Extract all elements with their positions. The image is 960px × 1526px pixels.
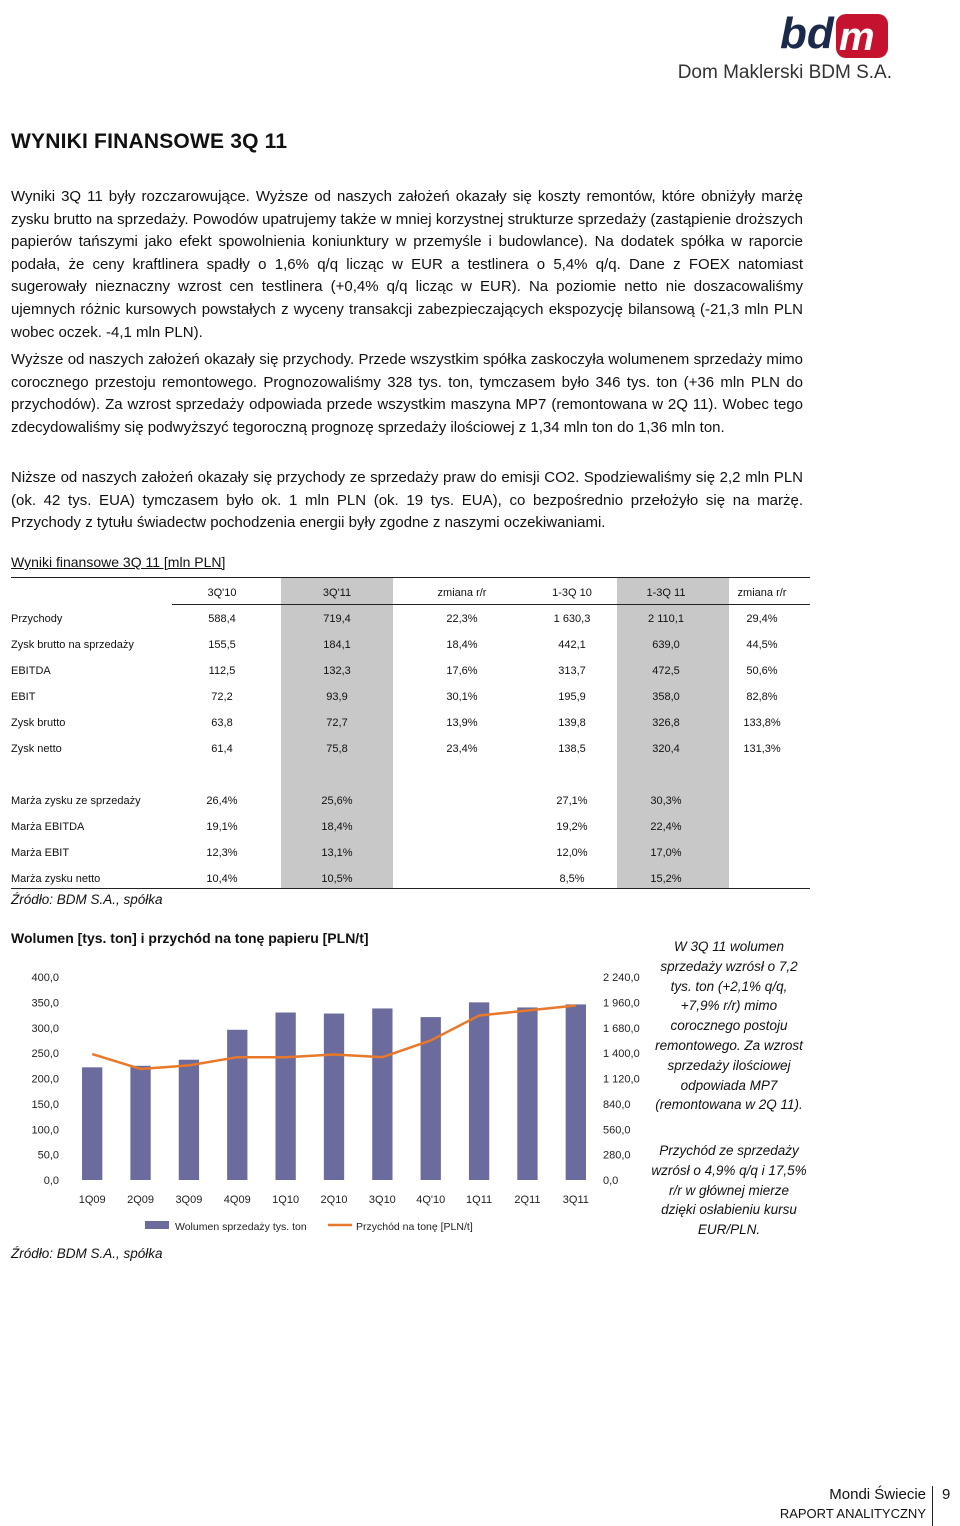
category-label: 3Q10 bbox=[368, 1194, 396, 1206]
page-number: 9 bbox=[942, 1486, 951, 1503]
right-axis-tick-label: 1 120,0 bbox=[603, 1073, 640, 1086]
table-row-label: Marża EBITDA bbox=[11, 821, 85, 833]
table-cell: 132,3 bbox=[323, 665, 351, 677]
table-cell: 19,1% bbox=[206, 821, 238, 833]
right-axis-tick-label: 2 240,0 bbox=[603, 972, 640, 984]
table-cell: 72,7 bbox=[326, 717, 348, 729]
volume-bar bbox=[469, 1002, 489, 1180]
table-column-header: 1-3Q 10 bbox=[552, 587, 592, 599]
volume-bar bbox=[275, 1013, 295, 1180]
legend-swatch-volume bbox=[145, 1221, 169, 1229]
table-column-header: 3Q'11 bbox=[322, 587, 352, 599]
paragraph-revenue: Wyższe od naszych założeń okazały się przychody. Przede wszystkim spółka zaskoczyła wolumenem sprzedaży mimo corocznego przestoju remontowego. Prognozowaliśmy 328 tys. ton, tymczasem było 346 tys. ton (+36 mln PLN do przychodów). Za wzrost sprzedaży odpowiada przede wszystkim maszyna MP7 (remontowana w 2Q 11). Wobec tego zdecydowaliśmy się podwyższyć tegoroczną prognozę sprzedaży ilościowej z 1,34 mln ton do 1,36 mln ton. bbox=[11, 351, 803, 436]
table-cell: 93,9 bbox=[326, 691, 348, 703]
side-note-revenue: Przychód ze sprzedaży wzrósł o 4,9% q/q i 17,5% r/r w głównej mierze dzięki osłabieniu kursu EUR/PLN. bbox=[651, 1143, 807, 1238]
table-source: Źródło: BDM S.A., spółka bbox=[11, 892, 163, 907]
table-cell: 82,8% bbox=[746, 691, 778, 703]
table-cell: 13,1% bbox=[321, 847, 353, 859]
left-axis-tick-label: 100,0 bbox=[31, 1124, 59, 1137]
table-cell: 195,9 bbox=[558, 691, 586, 703]
table-cell: 358,0 bbox=[652, 691, 680, 703]
volume-bar bbox=[324, 1014, 344, 1180]
table-cell: 12,0% bbox=[556, 847, 588, 859]
table-cell: 25,6% bbox=[321, 795, 353, 807]
volume-price-chart bbox=[0, 950, 650, 1250]
volume-bar bbox=[130, 1066, 150, 1180]
table-cell: 131,3% bbox=[743, 743, 781, 755]
table-cell: 18,4% bbox=[321, 821, 353, 833]
table-cell: 8,5% bbox=[559, 873, 585, 885]
table-cell: 12,3% bbox=[206, 847, 238, 859]
bdm-logo-mark bbox=[780, 6, 892, 62]
paragraph-results: Wyniki 3Q 11 były rozczarowujące. Wyższe od naszych założeń okazały się koszty remontów, które obniżyły marżę zysku brutto na sprzedaży. Powodów upatrujemy także w mniej korzystnej strukturze sprzedaży (zastąpienie droższych papierów tańszymi jako efekt spowolnienia koniunktury w przemyśle i budowlance). Na dodatek spółka w raporcie podała, że ceny kraftlinera spadły o 1,6% q/q licząc w EUR a testlinera o 5,4% q/q. Dane z FOEX natomiast sugerowały nieznaczny wzrost cen testlinera (+0,4% q/q licząc w EUR). Na poziomie netto nie doszacowaliśmy ujemnych różnic kursowych powstałych z wyceny transakcji zabezpieczających ekspozycję bilansową (-21,3 mln PLN wobec oczek. -4,1 mln PLN). bbox=[11, 188, 803, 341]
table-cell: 184,1 bbox=[323, 639, 351, 651]
left-axis-tick-label: 200,0 bbox=[31, 1073, 59, 1086]
table-cell: 155,5 bbox=[208, 639, 236, 651]
table-cell: 2 110,1 bbox=[648, 613, 684, 625]
table-cell: 30,1% bbox=[446, 691, 478, 703]
right-axis-tick-label: 560,0 bbox=[603, 1124, 631, 1137]
table-cell: 442,1 bbox=[558, 639, 586, 651]
right-axis-tick-label: 1 680,0 bbox=[603, 1022, 640, 1035]
table-cell: 1 630,3 bbox=[553, 613, 591, 625]
chart-source: Źródło: BDM S.A., spółka bbox=[11, 1246, 163, 1261]
table-cell: 50,6% bbox=[746, 665, 778, 677]
table-cell: 472,5 bbox=[652, 665, 680, 677]
left-axis-tick-label: 0,0 bbox=[43, 1175, 59, 1187]
table-row-label: Marża EBIT bbox=[11, 847, 70, 859]
left-axis-tick-label: 350,0 bbox=[31, 997, 59, 1010]
table-row-label: Zysk brutto bbox=[11, 717, 66, 729]
category-label: 2Q09 bbox=[127, 1194, 155, 1206]
table-cell: 139,8 bbox=[558, 717, 586, 729]
table-cell: 63,8 bbox=[211, 717, 233, 729]
company-name: Dom Maklerski BDM S.A. bbox=[677, 62, 892, 83]
table-header-rule bbox=[172, 604, 810, 605]
volume-bar bbox=[227, 1030, 247, 1180]
table-column-header: 3Q'10 bbox=[207, 587, 237, 599]
table-cell: 13,9% bbox=[446, 717, 478, 729]
table-top-rule bbox=[11, 577, 810, 578]
table-row-label: Zysk netto bbox=[11, 743, 62, 755]
volume-bar bbox=[179, 1060, 199, 1180]
table-cell: 719,4 bbox=[323, 613, 351, 625]
right-axis-tick-label: 1 960,0 bbox=[603, 997, 640, 1010]
table-row-label: Zysk brutto na sprzedaży bbox=[11, 639, 134, 651]
side-note-volume: W 3Q 11 wolumen sprzedaży wzrósł o 7,2 tys. ton (+2,1% q/q, +7,9% r/r) mimo corocznego postoju remontowego. Za wzrost sprzedaży ilościowej odpowiada MP7 (remontowana w 2Q 11). bbox=[655, 939, 803, 1113]
footer-company: Mondi Świecie bbox=[829, 1486, 926, 1503]
table-cell: 61,4 bbox=[211, 743, 233, 755]
table-cell: 10,5% bbox=[321, 873, 353, 885]
legend-label-price: Przychód na tonę [PLN/t] bbox=[356, 1221, 473, 1233]
table-cell: 320,4 bbox=[652, 743, 680, 755]
volume-bar bbox=[517, 1007, 537, 1180]
volume-bar bbox=[372, 1008, 392, 1180]
table-cell: 313,7 bbox=[558, 665, 586, 677]
table-cell: 27,1% bbox=[556, 795, 588, 807]
table-cell: 29,4% bbox=[746, 613, 778, 625]
table-row-label: EBIT bbox=[11, 691, 36, 703]
table-cell: 18,4% bbox=[446, 639, 478, 651]
category-label: 4Q09 bbox=[223, 1194, 251, 1206]
category-label: 3Q11 bbox=[562, 1194, 589, 1206]
table-cell: 30,3% bbox=[650, 795, 682, 807]
table-cell: 138,5 bbox=[558, 743, 586, 755]
table-cell: 22,3% bbox=[446, 613, 478, 625]
table-cell: 10,4% bbox=[206, 873, 238, 885]
right-axis-tick-label: 1 400,0 bbox=[603, 1048, 640, 1061]
category-label: 1Q11 bbox=[466, 1194, 493, 1206]
table-column-header: zmiana r/r bbox=[737, 587, 787, 599]
volume-bar bbox=[82, 1067, 102, 1180]
table-title: Wyniki finansowe 3Q 11 [mln PLN] bbox=[11, 554, 226, 570]
footer-report-type: RAPORT ANALITYCZNY bbox=[779, 1506, 926, 1521]
category-label: 3Q09 bbox=[175, 1194, 203, 1206]
table-row-label: Marża zysku ze sprzedaży bbox=[11, 795, 141, 807]
right-axis-tick-label: 840,0 bbox=[603, 1098, 631, 1111]
legend-label-volume: Wolumen sprzedaży tys. ton bbox=[175, 1221, 307, 1233]
table-row-label: EBITDA bbox=[11, 665, 51, 677]
left-axis-tick-label: 250,0 bbox=[31, 1048, 59, 1061]
table-row-label: Przychody bbox=[11, 613, 63, 625]
company-logo bbox=[652, 6, 892, 86]
table-cell: 17,6% bbox=[446, 665, 478, 677]
table-cell: 44,5% bbox=[746, 639, 778, 651]
section-title: WYNIKI FINANSOWE 3Q 11 bbox=[11, 130, 288, 153]
right-axis-tick-label: 280,0 bbox=[603, 1149, 631, 1162]
paragraph-co2: Niższe od naszych założeń okazały się przychody ze sprzedaży praw do emisji CO2. Spodziewaliśmy się 2,2 mln PLN (ok. 42 tys. EUA) tymczasem było ok. 1 mln PLN (ok. 19 tys. EUA), co bezpośrednio przełożyło się na marżę. Przychody z tytułu świadectw pochodzenia energii były zgodne z naszymi oczekiwaniami. bbox=[11, 469, 803, 532]
table-cell: 26,4% bbox=[206, 795, 238, 807]
left-axis-tick-label: 300,0 bbox=[31, 1022, 59, 1035]
left-axis-tick-label: 400,0 bbox=[31, 972, 59, 984]
table-column-header: zmiana r/r bbox=[437, 587, 487, 599]
table-cell: 112,5 bbox=[208, 665, 236, 677]
table-cell: 72,2 bbox=[211, 691, 233, 703]
category-label: 1Q10 bbox=[272, 1194, 300, 1206]
table-cell: 19,2% bbox=[556, 821, 588, 833]
footer-divider bbox=[932, 1486, 933, 1526]
category-label: 4Q'10 bbox=[416, 1194, 446, 1206]
table-cell: 133,8% bbox=[743, 717, 781, 729]
table-cell: 17,0% bbox=[650, 847, 682, 859]
table-cell: 639,0 bbox=[652, 639, 680, 651]
table-cell: 15,2% bbox=[650, 873, 682, 885]
category-label: 2Q11 bbox=[514, 1194, 541, 1206]
chart-title: Wolumen [tys. ton] i przychód na tonę papieru [PLN/t] bbox=[11, 930, 369, 946]
right-axis-tick-label: 0,0 bbox=[603, 1175, 619, 1187]
category-label: 2Q10 bbox=[320, 1194, 348, 1206]
left-axis-tick-label: 150,0 bbox=[31, 1098, 59, 1111]
table-cell: 326,8 bbox=[652, 717, 680, 729]
svg-text:m: m bbox=[839, 15, 875, 59]
left-axis-tick-label: 50,0 bbox=[37, 1149, 59, 1162]
table-cell: 22,4% bbox=[650, 821, 682, 833]
volume-bar bbox=[566, 1004, 586, 1180]
table-column-header: 1-3Q 11 bbox=[646, 587, 686, 599]
category-label: 1Q09 bbox=[78, 1194, 106, 1206]
table-bottom-rule bbox=[11, 888, 810, 889]
table-row-label: Marża zysku netto bbox=[11, 873, 101, 885]
table-cell: 75,8 bbox=[326, 743, 348, 755]
table-cell: 23,4% bbox=[446, 743, 478, 755]
svg-text:bd: bd bbox=[780, 9, 834, 58]
table-cell: 588,4 bbox=[208, 613, 236, 625]
